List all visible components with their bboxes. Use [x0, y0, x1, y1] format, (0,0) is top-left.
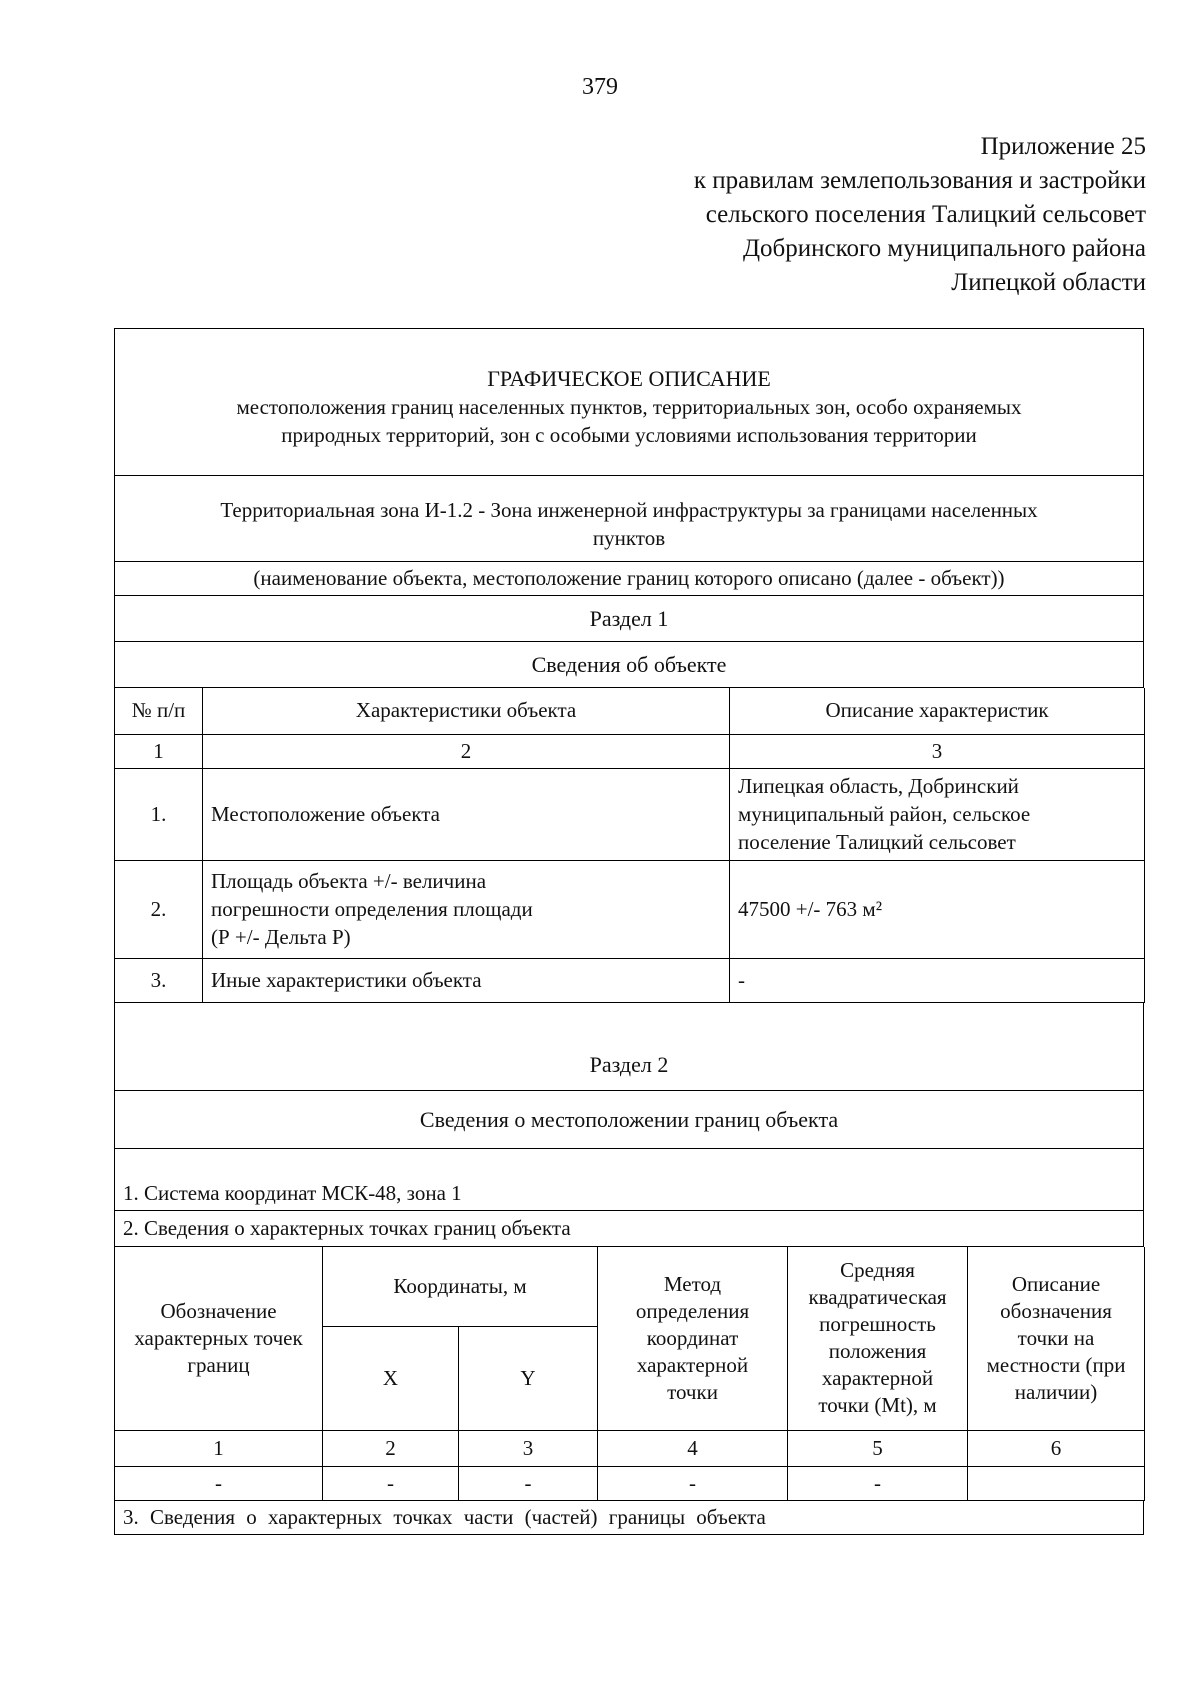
section2-subtitle: Сведения о местоположении границ объекта [114, 1091, 1144, 1149]
header-line: характерной [636, 1352, 749, 1377]
page-number: 379 [582, 74, 618, 100]
header-line: наличии) [1014, 1379, 1098, 1404]
table-row [115, 860, 1145, 958]
description-form [114, 328, 1144, 1535]
header-line: точки на [1017, 1325, 1095, 1350]
table-cell: - [459, 1467, 598, 1501]
header-line: характерной [821, 1366, 934, 1391]
header-line: Обозначение [160, 1298, 277, 1323]
row-number: 3. [115, 958, 203, 1002]
description-cell [730, 768, 1145, 860]
column-number: 1 [115, 1431, 323, 1467]
appendix-line: к правилам землепользования и застройки [693, 167, 1146, 194]
column-number: 5 [788, 1431, 968, 1467]
form-title: ГРАФИЧЕСКОЕ ОПИСАНИЕ [487, 366, 771, 391]
characteristic-cell [203, 958, 730, 1002]
description-line: муниципальный район, сельское [738, 802, 1031, 826]
row-number: 2. [115, 860, 203, 958]
column-number: 1 [115, 734, 203, 768]
coordinate-system: 1. Система координат МСК-48, зона 1 [114, 1149, 1144, 1211]
column-header-point-designation [115, 1247, 323, 1431]
characteristic-line: Иные характеристики объекта [211, 968, 482, 992]
header-line: характерных точек [134, 1325, 303, 1350]
table-row [115, 768, 1145, 860]
form-header [114, 328, 1144, 476]
header-line: точки [667, 1379, 718, 1404]
form-subtitle: природных территорий, зон с особыми условиями использования территории [281, 423, 977, 447]
column-number: 6 [968, 1431, 1145, 1467]
object-name-line: пунктов [592, 526, 666, 550]
column-number-row [115, 1431, 1145, 1467]
header-line: квадратическая [808, 1285, 947, 1310]
appendix-line: Приложение 25 [980, 133, 1146, 160]
column-number: 2 [323, 1431, 459, 1467]
appendix-heading [694, 130, 1146, 300]
header-line: определения [635, 1298, 750, 1323]
description-line: - [738, 968, 745, 992]
column-number: 3 [730, 734, 1145, 768]
object-name [114, 476, 1144, 562]
header-line: границ [187, 1352, 250, 1377]
header-line: координат [646, 1325, 739, 1350]
header-line: погрешность [819, 1312, 936, 1337]
header-line: местности (при [986, 1352, 1126, 1377]
table-header-row [115, 688, 1145, 734]
characteristic-line: Местоположение объекта [211, 802, 441, 826]
table-cell: - [788, 1467, 968, 1501]
description-cell [730, 860, 1145, 958]
column-number-row [115, 734, 1145, 768]
object-note: (наименование объекта, местоположение границ которого описано (далее - объект)) [114, 562, 1144, 596]
column-header-y: Y [459, 1327, 598, 1431]
table-cell: - [598, 1467, 788, 1501]
column-header: Описание характеристик [730, 688, 1145, 734]
object-name-line: Территориальная зона И-1.2 - Зона инженерной инфраструктуры за границами населенных [220, 498, 1038, 522]
table-cell [968, 1467, 1145, 1501]
column-header-x: X [323, 1327, 459, 1431]
description-cell [730, 958, 1145, 1002]
parts-points-title: 3. Сведения о характерных точках части (частей) границы объекта [114, 1501, 1144, 1535]
column-number: 2 [203, 734, 730, 768]
table-row [115, 958, 1145, 1002]
column-header: № п/п [115, 688, 203, 734]
description-line: Липецкая область, Добринский [738, 774, 1019, 798]
characteristic-line: погрешности определения площади [211, 897, 533, 921]
characteristic-cell [203, 768, 730, 860]
table-row [115, 1467, 1145, 1501]
section1-title: Раздел 1 [114, 596, 1144, 642]
header-line: Описание [1011, 1271, 1101, 1296]
section1-subtitle: Сведения об объекте [114, 642, 1144, 688]
header-line: положения [828, 1339, 927, 1364]
boundary-points-table [114, 1247, 1145, 1502]
column-header-method [598, 1247, 788, 1431]
header-line: точки (Mt), м [818, 1393, 937, 1418]
table-cell: - [323, 1467, 459, 1501]
form-subtitle: местоположения границ населенных пунктов, территориальных зон, особо охраняемых [236, 395, 1022, 419]
column-number: 4 [598, 1431, 788, 1467]
column-header: Характеристики объекта [203, 688, 730, 734]
column-header-location-description [968, 1247, 1145, 1431]
column-header-accuracy [788, 1247, 968, 1431]
header-line: Средняя [840, 1258, 915, 1283]
description-line: поселение Талицкий сельсовет [738, 830, 1016, 854]
column-header-coordinates: Координаты, м [323, 1247, 598, 1327]
table-cell: - [115, 1467, 323, 1501]
header-line: обозначения [1000, 1298, 1112, 1323]
table-header-row [115, 1247, 1145, 1327]
characteristic-line: (Р +/- Дельта Р) [211, 925, 351, 949]
row-number: 1. [115, 768, 203, 860]
object-info-table [114, 688, 1145, 1003]
section2-title: Раздел 2 [114, 1003, 1144, 1091]
description-line: 47500 +/- 763 м² [738, 897, 883, 921]
appendix-line: сельского поселения Талицкий сельсовет [705, 201, 1146, 228]
header-line: Метод [663, 1271, 722, 1296]
appendix-line: Липецкой области [951, 269, 1146, 296]
appendix-line: Добринского муниципального района [742, 235, 1146, 262]
points-title: 2. Сведения о характерных точках границ объекта [114, 1211, 1144, 1247]
characteristic-line: Площадь объекта +/- величина [211, 869, 487, 893]
column-number: 3 [459, 1431, 598, 1467]
characteristic-cell [203, 860, 730, 958]
